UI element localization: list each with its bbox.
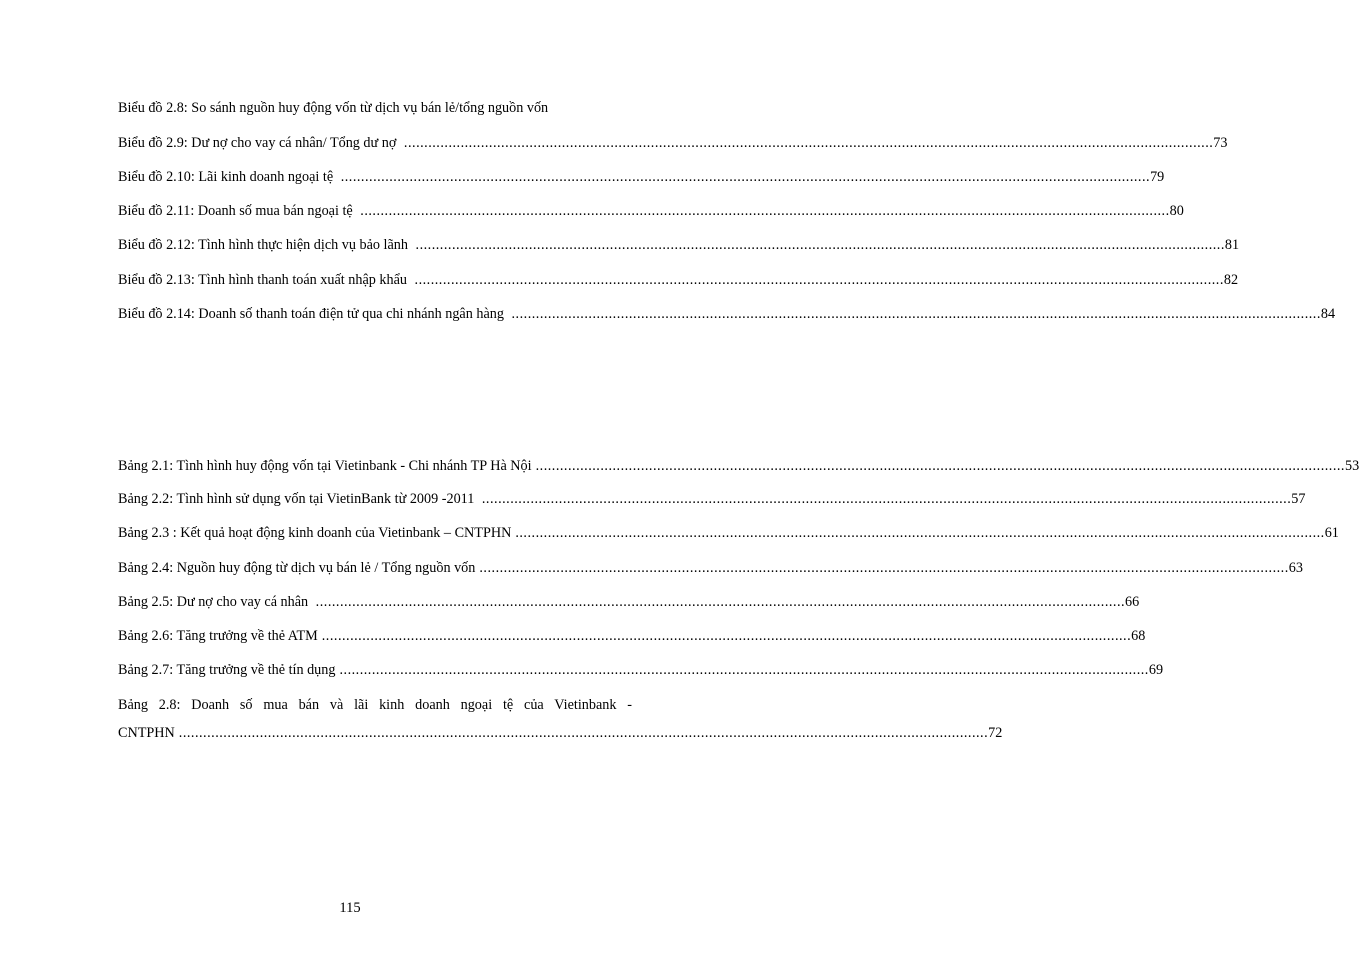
toc-leader-dots: ........................................................................................................................................................................................................ [360,203,1170,219]
toc-entry-label: Bảng 2.3 : Kết quả hoạt động kinh doanh của Vietinbank – CNTPHN [118,525,512,541]
toc-entry-label: Biểu đồ 2.14: Doanh số thanh toán điện tử qua chi nhánh ngân hàng [118,306,508,322]
toc-leader-dots: ........................................................................................................................................................................................................ [340,169,1151,185]
toc-entry-table-2-7 [118,661,1164,679]
toc-entry-page: 72 [988,725,1003,741]
toc-entry-page: 73 [1213,135,1228,151]
page-number: 115 [339,900,361,916]
toc-entry-label: Bảng 2.7: Tăng trưởng về thẻ tín dụng [118,662,336,678]
toc-entry-label: Biểu đồ 2.13: Tình hình thanh toán xuất nhập khẩu [118,272,411,288]
toc-leader-dots: ........................................................................................................................................................................................................ [178,725,989,741]
toc-entry-label: Biểu đồ 2.10: Lãi kinh doanh ngoại tệ [118,169,337,185]
toc-entry-page: 80 [1169,203,1184,219]
toc-leader-dots: ........................................................................................................................................................................................................ [339,662,1149,678]
toc-entry-chart-2-11 [118,202,1184,220]
toc-entry-label: Bảng 2.2: Tình hình sử dụng vốn tại VietinBank từ 2009 -2011 [118,491,478,507]
toc-entry-page: 63 [1288,560,1303,576]
toc-entry-table-2-8-line2 [118,724,1003,742]
toc-leader-dots: ........................................................................................................................................................................................................ [515,525,1325,541]
toc-entry-chart-2-8 [118,99,632,117]
toc-entry-page: 53 [1344,458,1359,474]
toc-leader-dots: ........................................................................................................................................................................................................ [321,628,1132,644]
toc-entry-page: 84 [1320,306,1336,322]
toc-entry-page: 57 [1291,491,1306,507]
toc-leader-dots: ........................................................................................................................................................................................................ [481,491,1292,507]
toc-entry-label: Bảng 2.6: Tăng trưởng về thẻ ATM [118,628,318,644]
toc-leader-dots: ........................................................................................................................................................................................................ [403,135,1214,151]
toc-entry-page: 79 [1150,169,1165,185]
toc-entry-page: 61 [1324,525,1339,541]
toc-entry-chart-2-13 [118,271,1239,289]
toc-entry-label: CNTPHN [118,725,175,741]
toc-entry-label: Biểu đồ 2.8: So sánh nguồn huy động vốn từ dịch vụ bán lẻ/tổng nguồn vốn [118,100,549,116]
toc-entry-chart-2-14 [118,305,1336,323]
toc-entry-table-2-4 [118,559,1303,577]
toc-leader-dots: ........................................................................................................................................................................................................ [415,237,1225,253]
toc-entry-chart-2-12 [118,236,1240,254]
toc-entry-label: Bảng 2.1: Tình hình huy động vốn tại Vietinbank - Chi nhánh TP Hà Nội [118,458,532,474]
toc-leader-dots: ........................................................................................................................................................................................................ [315,594,1126,610]
toc-entry-table-2-5 [118,593,1140,611]
toc-leader-dots: ........................................................................................................................................................................................................ [511,306,1321,322]
toc-entry-label: Bảng 2.4: Nguồn huy động từ dịch vụ bán lẻ / Tổng nguồn vốn [118,560,476,576]
toc-entry-page: 68 [1131,628,1146,644]
toc-entry-page: 81 [1224,237,1240,253]
toc-entry-table-2-2 [118,490,1306,508]
toc-leader-dots: ........................................................................................................................................................................................................ [414,272,1224,288]
toc-entry-table-2-3 [118,524,1339,542]
toc-entry-label: Biểu đồ 2.9: Dư nợ cho vay cá nhân/ Tổng dư nợ [118,135,400,151]
toc-entry-label: Biểu đồ 2.12: Tình hình thực hiện dịch vụ bảo lãnh [118,237,412,253]
toc-entry-page: 82 [1223,272,1239,288]
toc-entry-table-2-8-line1: Bảng 2.8: Doanh số mua bán và lãi kinh doanh ngoại tệ của Vietinbank - [118,697,632,713]
toc-entry-chart-2-10 [118,168,1165,186]
toc-entry-table-2-6 [118,627,1146,645]
toc-entry-page: 66 [1125,594,1140,610]
toc-entry-label: Bảng 2.5: Dư nợ cho vay cá nhân [118,594,312,610]
toc-leader-dots: ........................................................................................................................................................................................................ [535,458,1345,474]
toc-entry-label: Biểu đồ 2.11: Doanh số mua bán ngoại tệ [118,203,357,219]
toc-entry-chart-2-9 [118,134,1228,152]
toc-leader-dots: ........................................................................................................................................................................................................ [479,560,1289,576]
toc-entry-table-2-1 [118,457,1359,475]
toc-entry-page: 69 [1148,662,1164,678]
